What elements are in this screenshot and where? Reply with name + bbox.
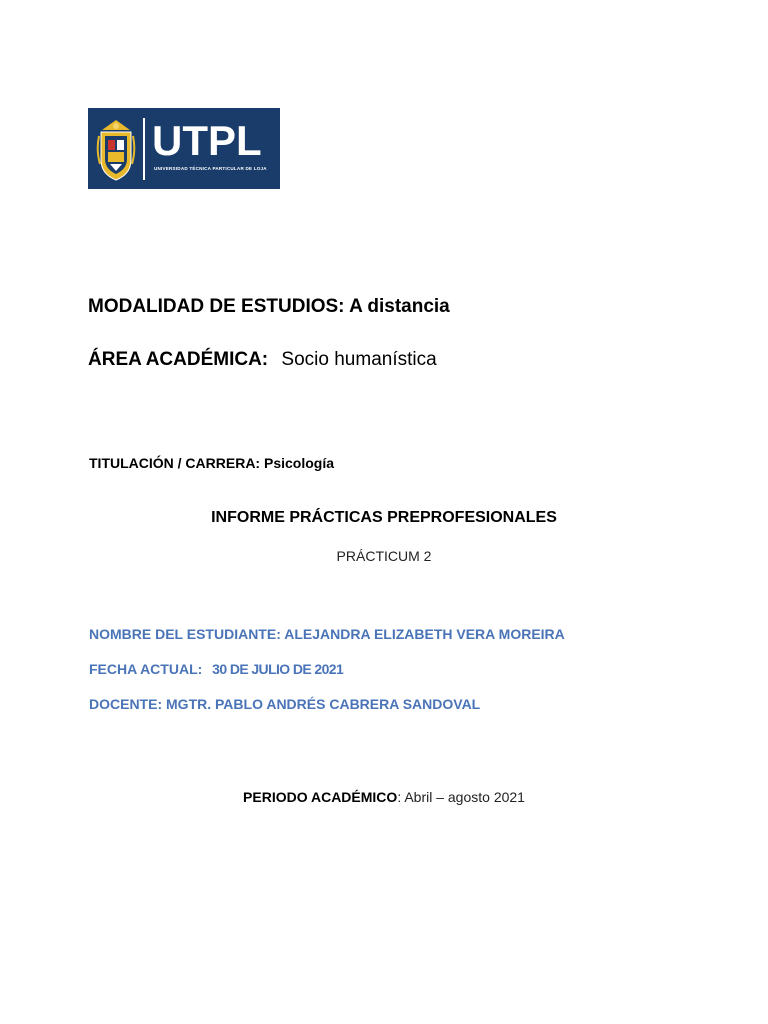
informe-subtitle: PRÁCTICUM 2 xyxy=(336,548,432,564)
area-line xyxy=(88,349,437,371)
titulacion-value: Psicología xyxy=(264,455,335,471)
utpl-logo xyxy=(88,108,280,189)
informe-title: INFORME PRÁCTICAS PREPROFESIONALES xyxy=(211,509,557,526)
periodo-line xyxy=(0,789,768,805)
logo-brand-text: UTPL xyxy=(152,117,262,164)
periodo-label: PERIODO ACADÉMICO xyxy=(243,789,398,805)
docente-label: DOCENTE: xyxy=(89,696,163,712)
logo-subtitle-text: UNIVERSIDAD TÉCNICA PARTICULAR DE LOJA xyxy=(154,166,267,171)
area-value: Socio humanística xyxy=(281,349,437,370)
modalidad-value: A distancia xyxy=(349,296,450,317)
university-crest-icon xyxy=(96,116,136,182)
estudiante-line xyxy=(89,626,565,642)
modalidad-label: MODALIDAD DE ESTUDIOS: xyxy=(88,296,345,317)
docente-value: MGTR. PABLO ANDRÉS CABRERA SANDOVAL xyxy=(166,696,481,712)
titulacion-label: TITULACIÓN / CARRERA: xyxy=(89,455,261,471)
logo-divider xyxy=(143,118,145,180)
area-label: ÁREA ACADÉMICA: xyxy=(88,349,269,370)
modalidad-line xyxy=(88,296,450,318)
fecha-label: FECHA ACTUAL: xyxy=(89,661,203,677)
periodo-value: : Abril – agosto 2021 xyxy=(397,789,525,805)
titulacion-line xyxy=(89,455,334,471)
docente-line xyxy=(89,696,480,712)
fecha-line xyxy=(89,661,343,677)
estudiante-value: ALEJANDRA ELIZABETH VERA MOREIRA xyxy=(284,626,565,642)
fecha-value: 30 DE JULIO DE 2021 xyxy=(212,661,344,677)
estudiante-label: NOMBRE DEL ESTUDIANTE: xyxy=(89,626,281,642)
